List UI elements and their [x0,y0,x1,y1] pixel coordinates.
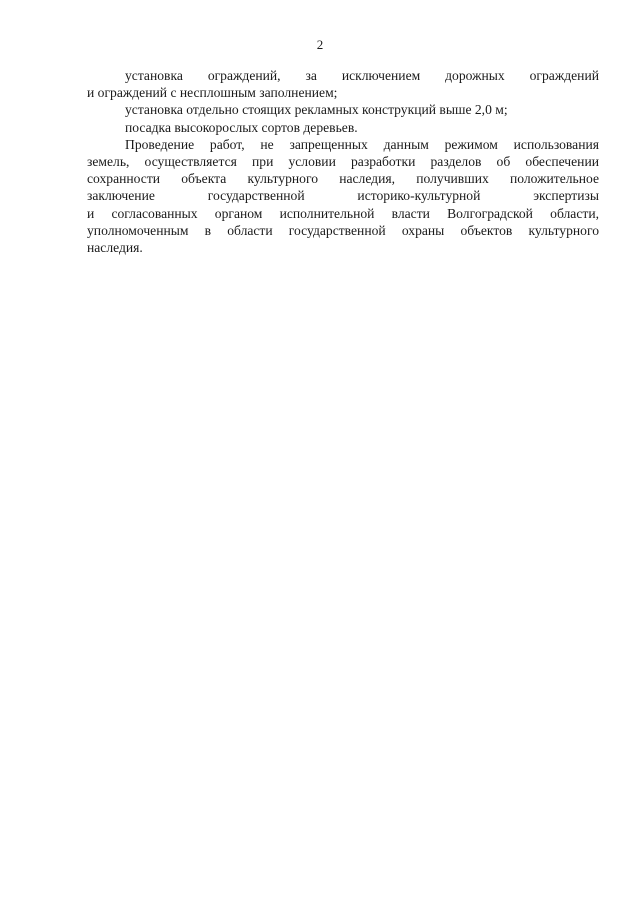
text-line: установка ограждений, за исключением дорожных ограждений [125,68,599,83]
text-line: и согласованных органом исполнительной власти Волгоградской области, [87,205,599,221]
document-body [87,67,599,256]
text-line: земель, осуществляется при условии разработки разделов об обеспечении [87,153,599,169]
text-line: Проведение работ, не запрещенных данным режимом использования [125,136,599,152]
text-line: сохранности объекта культурного наследия, получивших положительное [87,171,599,187]
text-line: посадка высокорослых сортов деревьев. [125,119,358,135]
text-line: заключение государственной историко-культурной экспертизы [87,188,599,204]
text-line: и ограждений с несплошным заполнением; [87,85,338,101]
text-line: уполномоченным в области государственной охраны объектов культурного [87,222,599,238]
page-number: 2 [316,37,324,52]
text-line: наследия. [87,239,143,255]
text-line: установка отдельно стоящих рекламных конструкций выше 2,0 м; [125,102,508,118]
